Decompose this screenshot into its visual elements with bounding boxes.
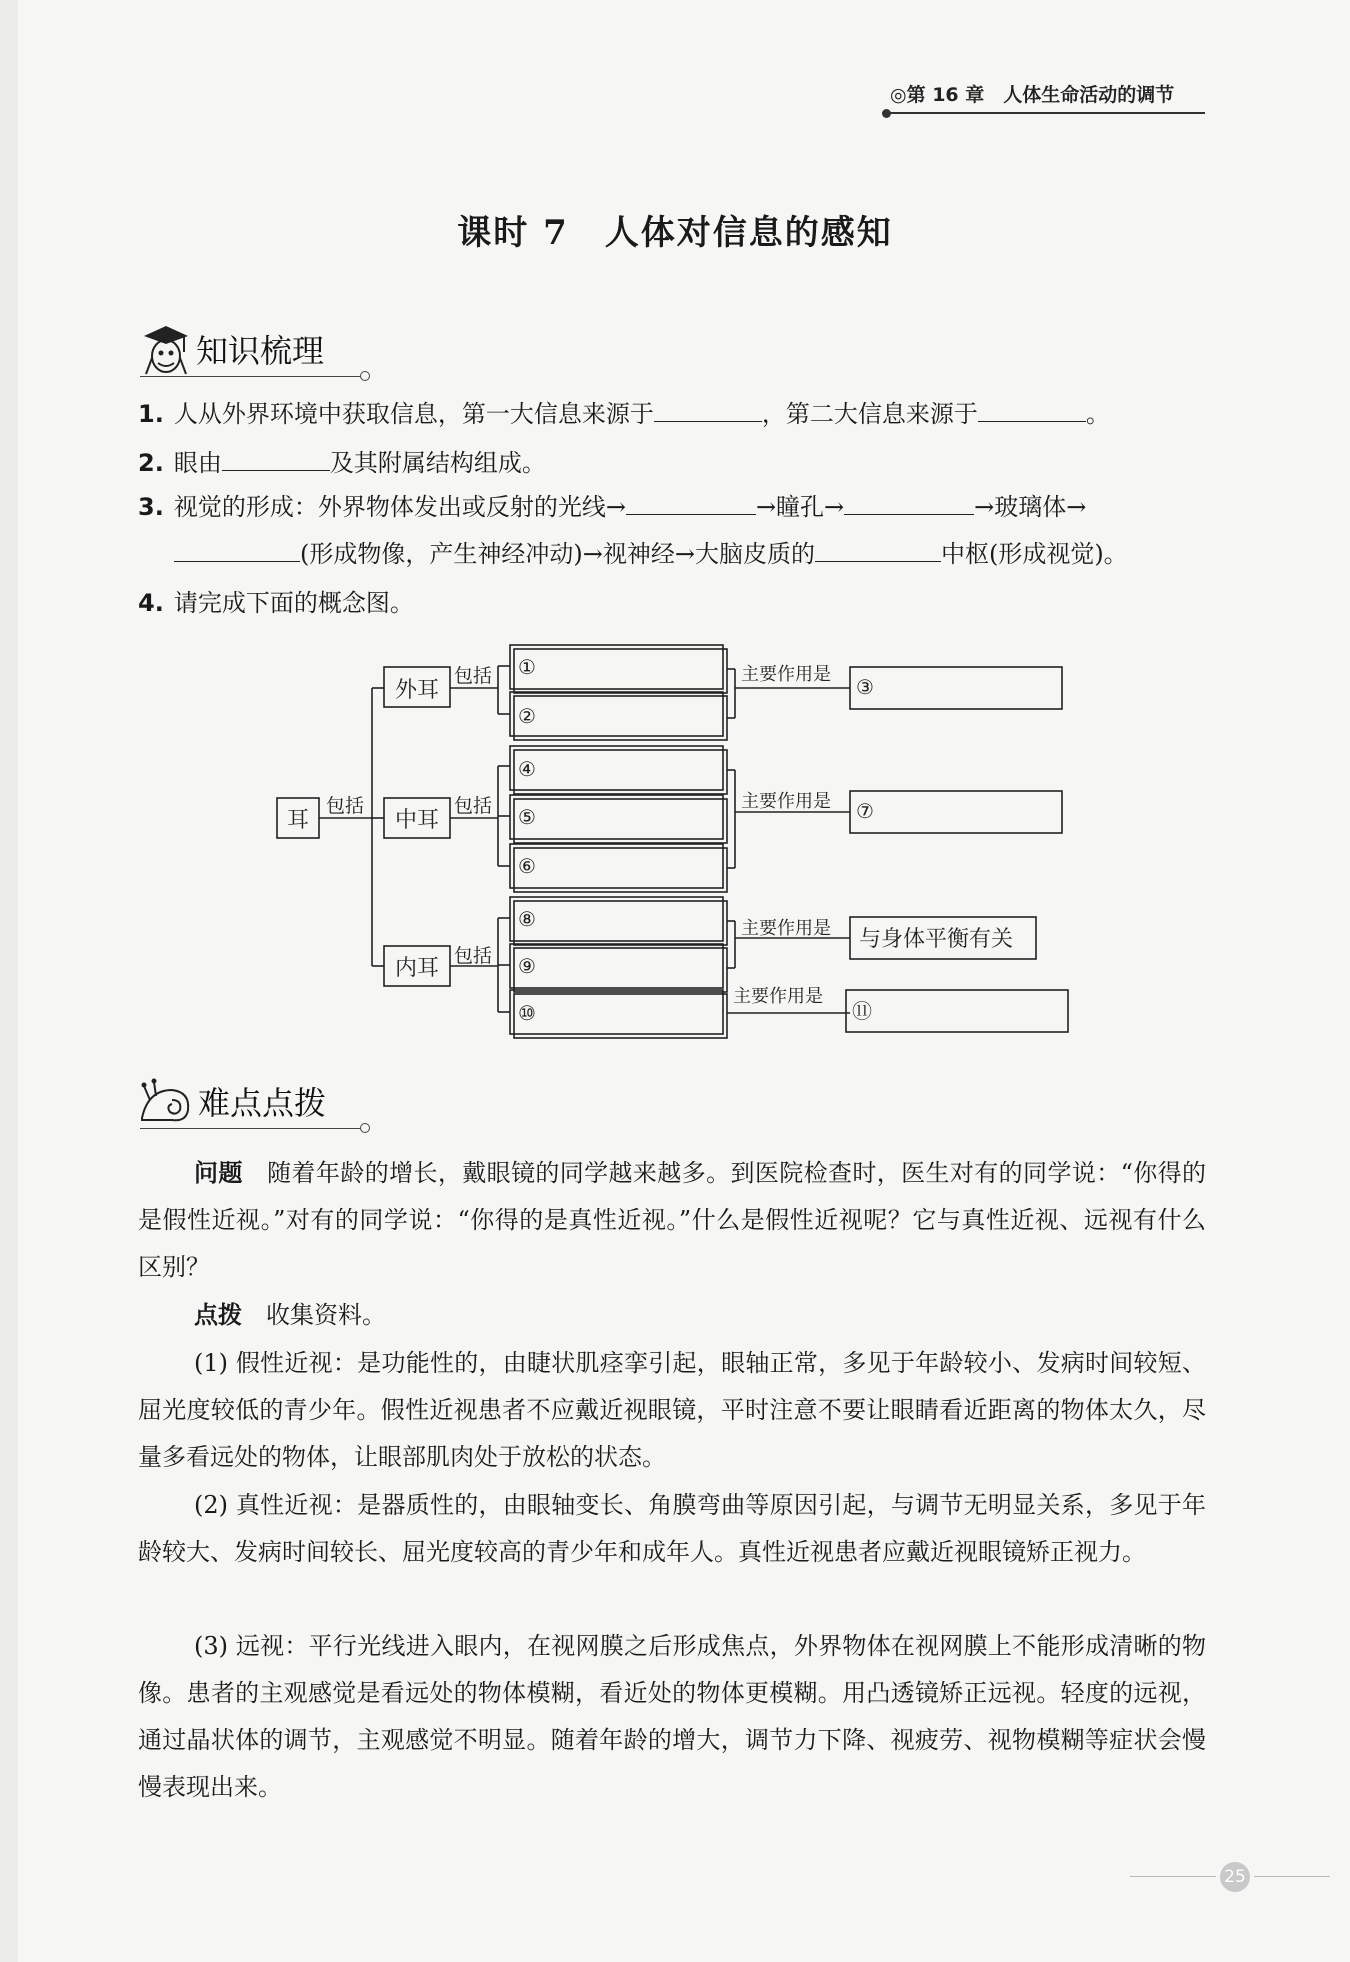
concept-include-label: 包括 (454, 945, 493, 967)
concept-balance: 与身体平衡有关 (859, 927, 1014, 952)
concept-main-role-label: 主要作用是 (741, 664, 831, 685)
question-number: 3. (138, 493, 164, 521)
lesson-title: 课时 7 人体对信息的感知 (457, 213, 893, 253)
question-number: 2. (138, 449, 164, 477)
concept-middle-ear: 中耳 (394, 808, 440, 833)
hint-text: 收集资料。 (266, 1301, 386, 1329)
snail-icon (138, 1078, 194, 1130)
answer-blank[interactable] (815, 537, 941, 562)
question-text: 眼由 (173, 449, 222, 477)
hint-paragraph (138, 1292, 1206, 1339)
marker-3: ③ (856, 675, 874, 699)
problem-tag: 问题 (194, 1159, 243, 1187)
marker-10: ⑩ (518, 1001, 536, 1025)
question-text: (形成物像，产生神经冲动)→视神经→大脑皮质的 (300, 540, 815, 568)
question-text: ，第二大信息来源于 (761, 400, 978, 428)
footer-rule (1254, 1876, 1330, 1877)
section-rule (140, 376, 362, 377)
concept-include-label: 包括 (454, 795, 493, 817)
question-text: 。 (1085, 400, 1110, 428)
marker-11: ⑪ (852, 999, 872, 1023)
concept-main-role-label: 主要作用是 (741, 918, 831, 939)
concept-include-label: 包括 (326, 795, 365, 817)
chapter-title: ◎第 16 章 人体生命活动的调节 (890, 84, 1175, 106)
answer-blank[interactable] (222, 446, 330, 471)
marker-5: ⑤ (518, 805, 536, 829)
hint-tag: 点拨 (194, 1301, 242, 1329)
question-number: 1. (138, 400, 164, 428)
question-text: 视觉的形成：外界物体发出或反射的光线→ (173, 493, 626, 521)
answer-blank[interactable] (626, 490, 756, 515)
chapter-header (890, 80, 1205, 114)
marker-8: ⑧ (518, 907, 536, 931)
concept-root: 耳 (286, 808, 310, 833)
answer-blank[interactable] (844, 490, 974, 515)
question-number: 4. (138, 589, 164, 617)
question-text: →玻璃体→ (974, 493, 1087, 521)
concept-include-label: 包括 (454, 665, 493, 687)
point-pseudo-myopia: (1) 假性近视：是功能性的，由睫状肌痉挛引起，眼轴正常，多见于年龄较小、发病时间较短、屈光度较低的青少年。假性近视患者不应戴近视眼镜，平时注意不要让眼睛看近距离的物体太久，尽量多看远处的物体，让眼部肌肉处于放松的状态。 (138, 1349, 1206, 1471)
question-3-continued (174, 537, 1128, 571)
footer-rule (1130, 1876, 1216, 1877)
concept-main-role-label: 主要作用是 (733, 986, 823, 1007)
marker-4: ④ (518, 757, 536, 781)
page-number: 25 (1220, 1862, 1250, 1892)
section-ring (360, 1123, 370, 1133)
question-text: →瞳孔→ (755, 493, 845, 521)
answer-blank[interactable] (978, 397, 1086, 422)
concept-main-role-label: 主要作用是 (741, 791, 831, 812)
question-text: 请完成下面的概念图。 (173, 589, 414, 617)
marker-1: ① (518, 655, 536, 679)
question-2 (138, 446, 546, 480)
header-dot (882, 109, 891, 118)
question-text: 及其附属结构组成。 (329, 449, 546, 477)
answer-blank[interactable] (654, 397, 762, 422)
question-text: 人从外界环境中获取信息，第一大信息来源于 (173, 400, 654, 428)
problem-text: 随着年龄的增长，戴眼镜的同学越来越多。到医院检查时，医生对有的同学说：“你得的是假性近视。”对有的同学说：“你得的是真性近视。”什么是假性近视呢？它与真性近视、远视有什么区别？ (138, 1159, 1207, 1281)
marker-7: ⑦ (856, 799, 874, 823)
section-ring (360, 371, 370, 381)
question-1 (138, 397, 1110, 431)
marker-2: ② (518, 704, 536, 728)
scholar-icon (140, 322, 192, 378)
concept-inner-ear: 内耳 (394, 956, 440, 981)
section-rule (140, 1128, 362, 1129)
section-knowledge-label: 知识梳理 (196, 332, 325, 370)
problem-paragraph (138, 1150, 1206, 1291)
question-4 (138, 586, 414, 620)
point-hyperopia: (3) 远视：平行光线进入眼内，在视网膜之后形成焦点，外界物体在视网膜上不能形成清晰的物像。患者的主观感觉是看远处的物体模糊，看近处的物体更模糊。用凸透镜矫正远视。轻度的远视，通过晶状体的调节，主观感觉不明显。随着年龄的增大，调节力下降、视疲劳、视物模糊等症状会慢慢表现出来。 (138, 1632, 1206, 1801)
section-difficulty-label: 难点点拨 (198, 1084, 327, 1122)
point-true-myopia: (2) 真性近视：是器质性的，由眼轴变长、角膜弯曲等原因引起，与调节无明显关系，多见于年龄较大、发病时间较长、屈光度较高的青少年和成年人。真性近视患者应戴近视眼镜矫正视力。 (138, 1491, 1206, 1566)
question-text: 中枢(形成视觉)。 (940, 540, 1128, 568)
concept-outer-ear: 外耳 (394, 678, 440, 703)
question-3 (138, 490, 1086, 524)
marker-9: ⑨ (518, 954, 536, 978)
marker-6: ⑥ (518, 854, 536, 878)
answer-blank[interactable] (174, 537, 300, 562)
